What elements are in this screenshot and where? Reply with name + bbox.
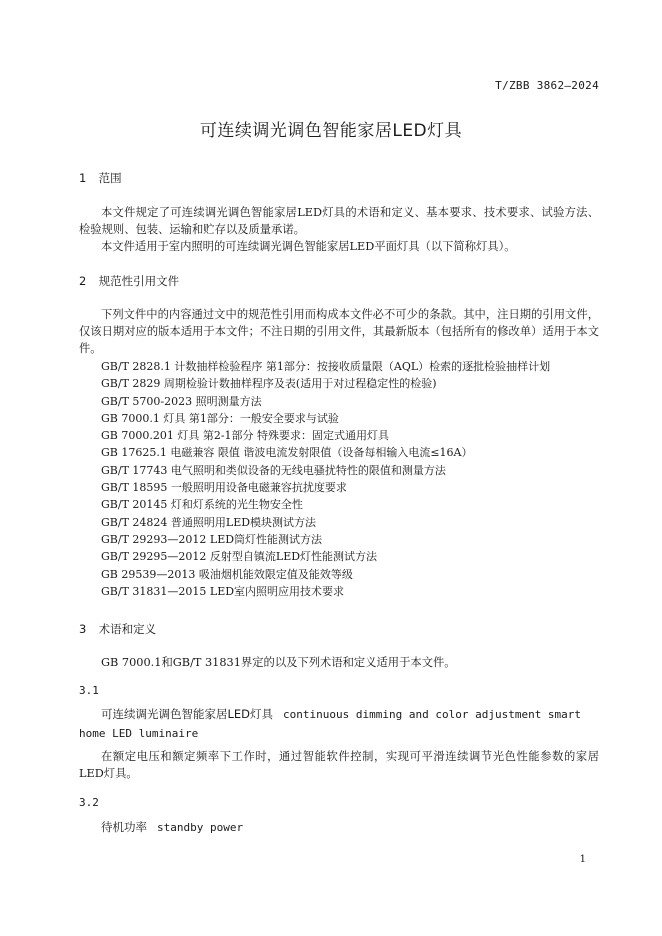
reference-item: GB/T 2829 周期检验计数抽样程序及表(适用于对过程稳定性的检验) [101, 377, 437, 391]
section-heading-scope [79, 170, 122, 186]
reference-item: GB/T 2828.1 计数抽样检验程序 第1部分：按接收质量限（AQL）检索的逐批检验抽样计划 [101, 360, 551, 373]
standard-number: T/ZBB 3862—2024 [495, 79, 599, 92]
reference-item: GB 29539—2013 吸油烟机能效限定值及能效等级 [101, 567, 353, 581]
section-heading-normative-references [79, 273, 179, 289]
reference-item: GB/T 17743 电气照明和类似设备的无线电骚扰特性的限值和测量方法 [101, 463, 446, 477]
section-title: 规范性引用文件 [98, 274, 180, 288]
term-name-en: continuous dimming and color adjustment smart home LED luminaire [79, 708, 582, 740]
term-name-zh: 待机功率 [101, 820, 147, 834]
reference-list [101, 358, 550, 600]
reference-item: GB/T 18595 一般照明用设备电磁兼容抗扰度要求 [101, 481, 347, 495]
reference-item: GB 7000.201 灯具 第2-1部分 特殊要求：固定式通用灯具 [101, 429, 390, 443]
section-title: 术语和定义 [98, 622, 157, 636]
reference-item: GB 17625.1 电磁兼容 限值 谐波电流发射限值（设备每相输入电流≤16A） [101, 446, 473, 460]
paragraph: 本文件适用于室内照明的可连续调光调色智能家居LED平面灯具（以下简称灯具）。 [101, 240, 516, 253]
reference-item: GB/T 24824 普通照明用LED模块测试方法 [101, 515, 317, 529]
reference-item: GB/T 29293—2012 LED筒灯性能测试方法 [101, 532, 323, 546]
reference-item: GB/T 31831—2015 LED室内照明应用技术要求 [101, 584, 345, 598]
term-definition: 在额定电压和额定频率下工作时，通过智能软件控制，实现可平滑连续调节光色性能参数的家居LED灯具。 [79, 750, 599, 780]
reference-item: GB/T 29295—2012 反射型自镇流LED灯性能测试方法 [101, 550, 378, 564]
section-number: 3 [79, 622, 87, 636]
section-number: 1 [79, 171, 87, 185]
term-number: 3.2 [79, 796, 99, 809]
term-entry [79, 705, 601, 743]
document-title: 可连续调光调色智能家居LED灯具 [199, 121, 463, 141]
reference-item: GB/T 20145 灯和灯系统的光生物安全性 [101, 498, 303, 512]
paragraph: 下列文件中的内容通过文中的规范性引用而构成本文件必不可少的条款。其中，注日期的引用文件，仅该日期对应的版本适用于本文件；不注日期的引用文件，其最新版本（包括所有的修改单）适用于本文件。 [79, 308, 599, 355]
term-name-zh: 可连续调光调色智能家居LED灯具 [101, 707, 274, 721]
paragraph: 本文件规定了可连续调光调色智能家居LED灯具的术语和定义、基本要求、技术要求、试验方法、检验规则、包装、运输和贮存以及质量承诺。 [79, 206, 599, 236]
section-title: 范围 [98, 171, 122, 185]
page-number: 1 [579, 854, 586, 865]
term-entry [79, 818, 601, 837]
reference-item: GB 7000.1 灯具 第1部分：一般安全要求与试验 [101, 411, 339, 425]
reference-item: GB/T 5700-2023 照明测量方法 [101, 394, 262, 408]
term-name-en: standby power [157, 821, 244, 834]
section-number: 2 [79, 274, 87, 288]
section-heading-terms-definitions [79, 621, 156, 637]
paragraph: GB 7000.1和GB/T 31831界定的以及下列术语和定义适用于本文件。 [101, 656, 456, 669]
term-number: 3.1 [79, 684, 99, 697]
